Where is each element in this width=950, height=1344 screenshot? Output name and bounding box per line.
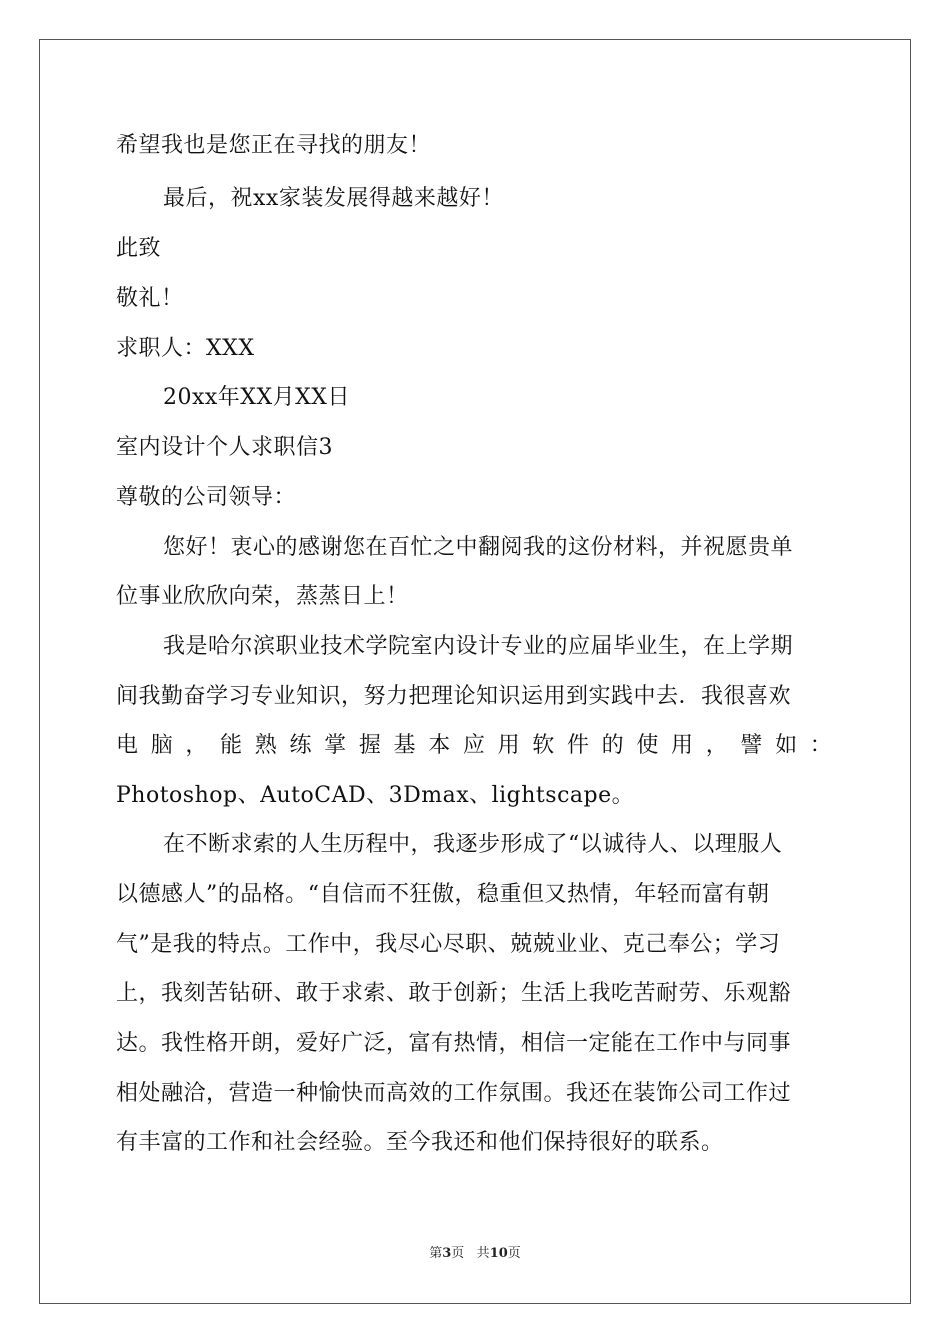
text-char: 的 [601, 733, 624, 758]
text-char: 件 [566, 733, 589, 758]
text-line: Photoshop、AutoCAD、3Dmax、lightscape。 [116, 783, 635, 808]
text-line: 气”是我的特点。工作中，我尽心尽职、兢兢业业、克己奉公；学习 [116, 932, 781, 957]
text-char: 用 [497, 733, 520, 758]
text-char: 熟 [254, 733, 277, 758]
text-char: 能 [220, 733, 243, 758]
text-char: 练 [289, 733, 312, 758]
text-char: 使 [636, 733, 659, 758]
page-current: 3 [442, 1246, 452, 1261]
text-char: 软 [532, 733, 555, 758]
text-char: ： [809, 733, 832, 758]
text-line-justified [116, 731, 832, 761]
text-char: 电 [116, 733, 139, 758]
text-char: 应 [462, 733, 485, 758]
text-line: 上，我刻苦钻研、敢于求索、敢于创新；生活上我吃苦耐劳、乐观豁 [116, 981, 792, 1006]
text-char: 掌 [324, 733, 347, 758]
text-char: 脑 [150, 733, 173, 758]
section-title: 室内设计个人求职信3 [116, 435, 333, 460]
page-footer [0, 1245, 950, 1263]
text-line: 位事业欣欣向荣，蒸蒸日上！ [116, 584, 409, 609]
text-line: 相处融洽，营造一种愉快而高效的工作氛围。我还在装饰公司工作过 [116, 1081, 792, 1106]
closing-respect: 敬礼！ [116, 286, 184, 311]
text-line: 间我勤奋学习专业知识，努力把理论知识运用到实践中去．我很喜欢 [116, 684, 792, 709]
total-suffix: 页 [507, 1246, 521, 1261]
applicant-signature: 求职人：XXX [116, 336, 255, 361]
text-line: 达。我性格开朗，爱好广泛，富有热情，相信一定能在工作中与同事 [116, 1031, 792, 1056]
text-line: 在不断求索的人生历程中，我逐步形成了“以诚待人、以理服人 [163, 832, 783, 857]
text-char: 如 [775, 733, 798, 758]
page-total: 10 [489, 1246, 508, 1261]
text-char: 用 [671, 733, 694, 758]
text-line: 您好！衷心的感谢您在百忙之中翻阅我的这份材料，并祝愿贵单 [163, 535, 794, 560]
text-char: 本 [428, 733, 451, 758]
total-prefix: 共 [476, 1246, 490, 1261]
letter-date: 20xx年XX月XX日 [163, 385, 350, 410]
text-char: ， [185, 733, 208, 758]
page-suffix: 页 [451, 1246, 465, 1261]
text-char: ， [705, 733, 728, 758]
text-line: 希望我也是您正在寻找的朋友！ [116, 133, 432, 158]
page-prefix: 第 [429, 1246, 443, 1261]
text-line: 以德感人”的品格。“自信而不狂傲，稳重但又热情，年轻而富有朝 [116, 882, 770, 907]
text-line: 有丰富的工作和社会经验。至今我还和他们保持很好的联系。 [116, 1130, 724, 1155]
text-char: 握 [358, 733, 381, 758]
text-char: 譬 [740, 733, 763, 758]
page-border [39, 39, 911, 1304]
greeting: 尊敬的公司领导： [116, 485, 297, 510]
text-line: 我是哈尔滨职业技术学院室内设计专业的应届毕业生，在上学期 [163, 634, 794, 659]
closing-salutation: 此致 [116, 236, 162, 261]
text-char: 基 [393, 733, 416, 758]
text-line: 最后，祝xx家装发展得越来越好！ [163, 186, 504, 211]
